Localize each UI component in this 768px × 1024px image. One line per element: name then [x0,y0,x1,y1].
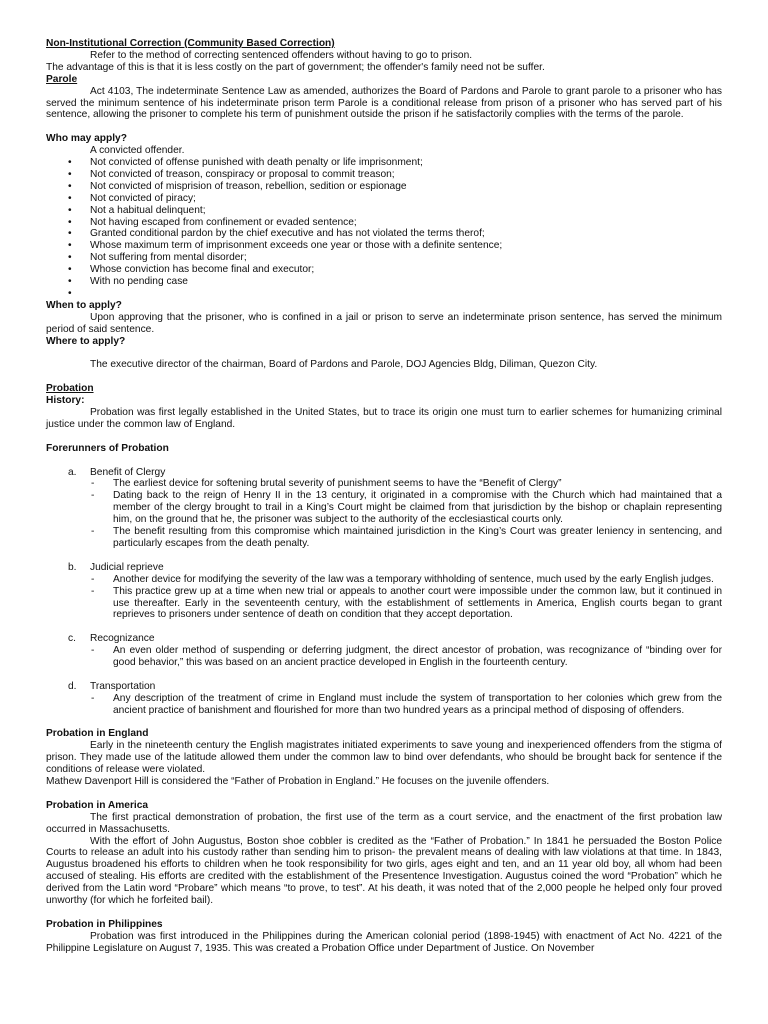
who-heading: Who may apply? [46,133,127,145]
item-letter: c. [68,633,76,645]
forerunner-points [46,693,722,717]
item-letter: b. [68,561,77,573]
list-item: - An even older method of suspending or deferring judgment, the direct ancestor of probation, was recognizance of “binding over for good behavior,” this was based on an ancient practice developed in English in the fourteenth century. [113,645,722,669]
forerunners-heading: Forerunners of Probation [46,442,169,454]
list-item: • Not suffering from mental disorder; [90,252,722,264]
list-item: • Not a habitual delinquent; [90,205,722,217]
forerunner-points [46,574,722,622]
nic-line2: The advantage of this is that it is less costly on the part of government; the offender's family need not be suffer. [46,61,545,73]
list-item: • Granted conditional pardon by the chief executive and has not violated the terms therof; [90,228,722,240]
list-item: - This practice grew up at a time when new trial or appeals to another court were impossible under the common law, but it continued in use thereafter. Early in the seventeenth century, with the establishment of settlements in America, English courts began to grant reprieves to prisoners under sentence of death on condition that they accept deportation. [113,586,722,622]
forerunner-item [46,467,722,479]
parole-body: Act 4103, The indeterminate Sentence Law as amended, authorizes the Board of Pardons and Parole to grant parole to a prisoner who has served the minimum sentence of his indeterminate prison term Parole is a conditional release from prison of a prisoner who has served part of his sentence, allowing the prisoner to complete his term of punishment outside the prison if he satisfactorily complies with the terms of the parole. [46,85,722,121]
list-item: • Whose maximum term of imprisonment exceeds one year or those with a definite sentence; [90,240,722,252]
list-item: • Not convicted of treason, conspiracy or proposal to commit treason; [90,169,722,181]
list-item: • Not having escaped from confinement or evaded sentence; [90,217,722,229]
history-body: Probation was first legally established in the United States, but to trace its origin one must turn to earlier schemes for humanizing criminal justice under the common law of England. [46,407,722,430]
forerunners-list [46,467,722,717]
nic-heading: Non-Institutional Correction (Community Based Correction) [46,38,335,49]
america-p2: With the effort of John Augustus, Boston shoe cobbler is credited as the “Father of Probation.” In 1841 he persuaded the Boston Police Courts to release an adult into his custody rather than sending him to prison- the prevalent means of dealing with law violations at that time. In 1843, Augustus broadened his efforts to children when he took responsibility for two girls, ages eight and ten, and an 11 year old boy, all whom had been accused of stealing. His efforts are credited with the establishment of the Presentence Investigation. Augustus coined the word “Probation” which he derived from the Latin word “Probare” which means “to prove, to test”. At his death, it was noted that of the 2,000 people he helped only four proved unworthy (for which he forfeited bail). [46,835,722,907]
list-item: • Not convicted of misprision of treason, rebellion, sedition or espionage [90,181,722,193]
list-item: • With no pending case [90,276,722,288]
item-letter: a. [68,466,77,478]
item-title: Transportation [90,680,156,692]
america-heading: Probation in America [46,799,149,811]
list-item: - Dating back to the reign of Henry II in the 13 century, it originated in a compromise with the Church which had maintained that a member of the clergy brought to trail in a King’s Court might be claimed from that jurisdiction by the bishop or chaplain representing him, on the ground that he, the prisoner was subject to the authority of the ecclesiastical courts only. [113,490,722,526]
list-item: - Another device for modifying the severity of the law was a temporary withholding of sentence, much used by the early English judges. [113,574,722,586]
when-body: Upon approving that the prisoner, who is confined in a jail or prison to serve an indeterminate prison sentence, has served the minimum period of said sentence. [46,311,722,335]
item-letter: d. [68,680,77,692]
parole-heading: Parole [46,73,78,85]
history-heading: History: [46,395,85,407]
where-heading: Where to apply? [46,335,126,347]
when-heading: When to apply? [46,299,122,311]
item-title: Judicial reprieve [90,561,164,573]
list-item [90,288,722,300]
england-heading: Probation in England [46,728,149,740]
forerunner-item [46,562,722,574]
list-item: • Not convicted of piracy; [90,193,722,205]
list-item: • Whose conviction has become final and executor; [90,264,722,276]
philippines-heading: Probation in Philippines [46,918,163,930]
list-item: - The earliest device for softening brutal severity of punishment seems to have the “Benefit of Clergy” [113,478,722,490]
nic-line1: Refer to the method of correcting sentenced offenders without having to go to prison. [90,49,473,61]
list-item: • Not convicted of offense punished with death penalty or life imprisonment; [90,157,722,169]
list-item: - Any description of the treatment of crime in England must include the system of transportation to her colonies which grew from the ancient practice of banishment and flourished for more than two hundred years as a principal method of disposing of offenders. [113,693,722,717]
item-title: Benefit of Clergy [90,466,166,478]
forerunner-points [46,478,722,549]
england-line2: Mathew Davenport Hill is considered the “Father of Probation in England.” He focuses on the juvenile offenders. [46,776,550,788]
america-p1: The first practical demonstration of probation, the first use of the term as a court service, and the enactment of the first probation law occurred in Massachusetts. [46,811,722,835]
where-body: The executive director of the chairman, Board of Pardons and Parole, DOJ Agencies Bldg, Diliman, Quezon City. [90,359,598,371]
forerunner-item [46,633,722,645]
england-body: Early in the nineteenth century the English magistrates initiated experiments to save young and inexperienced offenders from the stigma of prison. They made use of the latitude allowed them under the common law to bind over defendants, who should be brought back for sentence if the conditions of release were violated. [46,740,722,776]
forerunner-item [46,681,722,693]
item-title: Recognizance [90,633,155,645]
forerunner-points [46,645,722,669]
list-item: - The benefit resulting from this compromise which maintained jurisdiction in the King’s Court was greater leniency in sentencing, and particularly escapes from the death penalty. [113,526,722,550]
who-list [46,157,722,300]
who-intro: A convicted offender. [90,145,185,157]
probation-heading: Probation [46,383,94,395]
philippines-body: Probation was first introduced in the Philippines during the American colonial period (1898-1945) with enactment of Act No. 4221 of the Philippine Legislature on August 7, 1935. This was created a Probation Office under Department of Justice. On November [46,930,722,954]
